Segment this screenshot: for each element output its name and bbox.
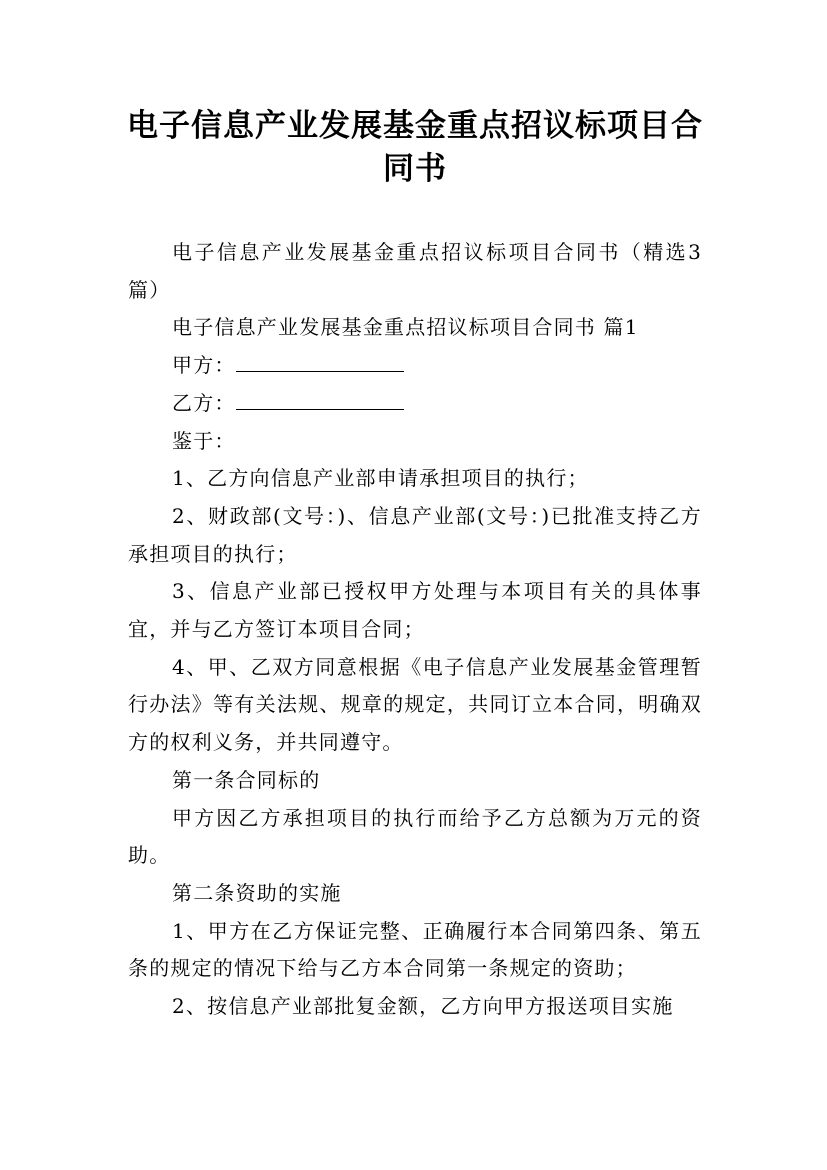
paragraph-item-3: 3、信息产业部已授权甲方处理与本项目有关的具体事宜，并与乙方签订本项目合同； — [128, 579, 702, 642]
party-b-label: 乙方： — [172, 390, 236, 415]
article-2-item-2: 2、按信息产业部批复金额，乙方向甲方报送项目实施 — [172, 994, 674, 1019]
document-body — [128, 234, 702, 1026]
paragraph-whereas: 鉴于： — [172, 428, 236, 453]
article-2-item-1: 1、甲方在乙方保证完整、正确履行本合同第四条、第五条的规定的情况下给与乙方本合同第一条规定的资助； — [128, 918, 702, 981]
party-a-blank — [236, 353, 404, 372]
paragraph-item-1: 1、乙方向信息产业部申请承担项目的执行； — [172, 466, 589, 491]
paragraph-chapter-heading: 电子信息产业发展基金重点招议标项目合同书 篇1 — [172, 315, 639, 340]
party-b-blank — [236, 391, 404, 410]
document-title-line-2: 同书 — [383, 151, 447, 187]
article-1-heading: 第一条合同标的 — [172, 767, 321, 792]
party-a-line — [128, 347, 702, 385]
paragraph-item-2: 2、财政部(文号：)、信息产业部(文号：)已批准支持乙方承担项目的执行； — [128, 503, 702, 566]
paragraph-item-4: 4、甲、乙双方同意根据《电子信息产业发展基金管理暂行办法》等有关法规、规章的规定，共同订立本合同，明确双方的权利义务，并共同遵守。 — [128, 654, 702, 755]
party-b-line — [128, 385, 702, 423]
article-2-heading: 第二条资助的实施 — [172, 880, 342, 905]
document-title-line-1: 电子信息产业发展基金重点招议标项目合 — [127, 108, 703, 144]
article-1-body: 甲方因乙方承担项目的执行而给予乙方总额为万元的资助。 — [128, 805, 702, 868]
party-a-label: 甲方： — [172, 353, 236, 378]
paragraph-collection-title: 电子信息产业发展基金重点招议标项目合同书（精选3篇） — [128, 240, 702, 302]
